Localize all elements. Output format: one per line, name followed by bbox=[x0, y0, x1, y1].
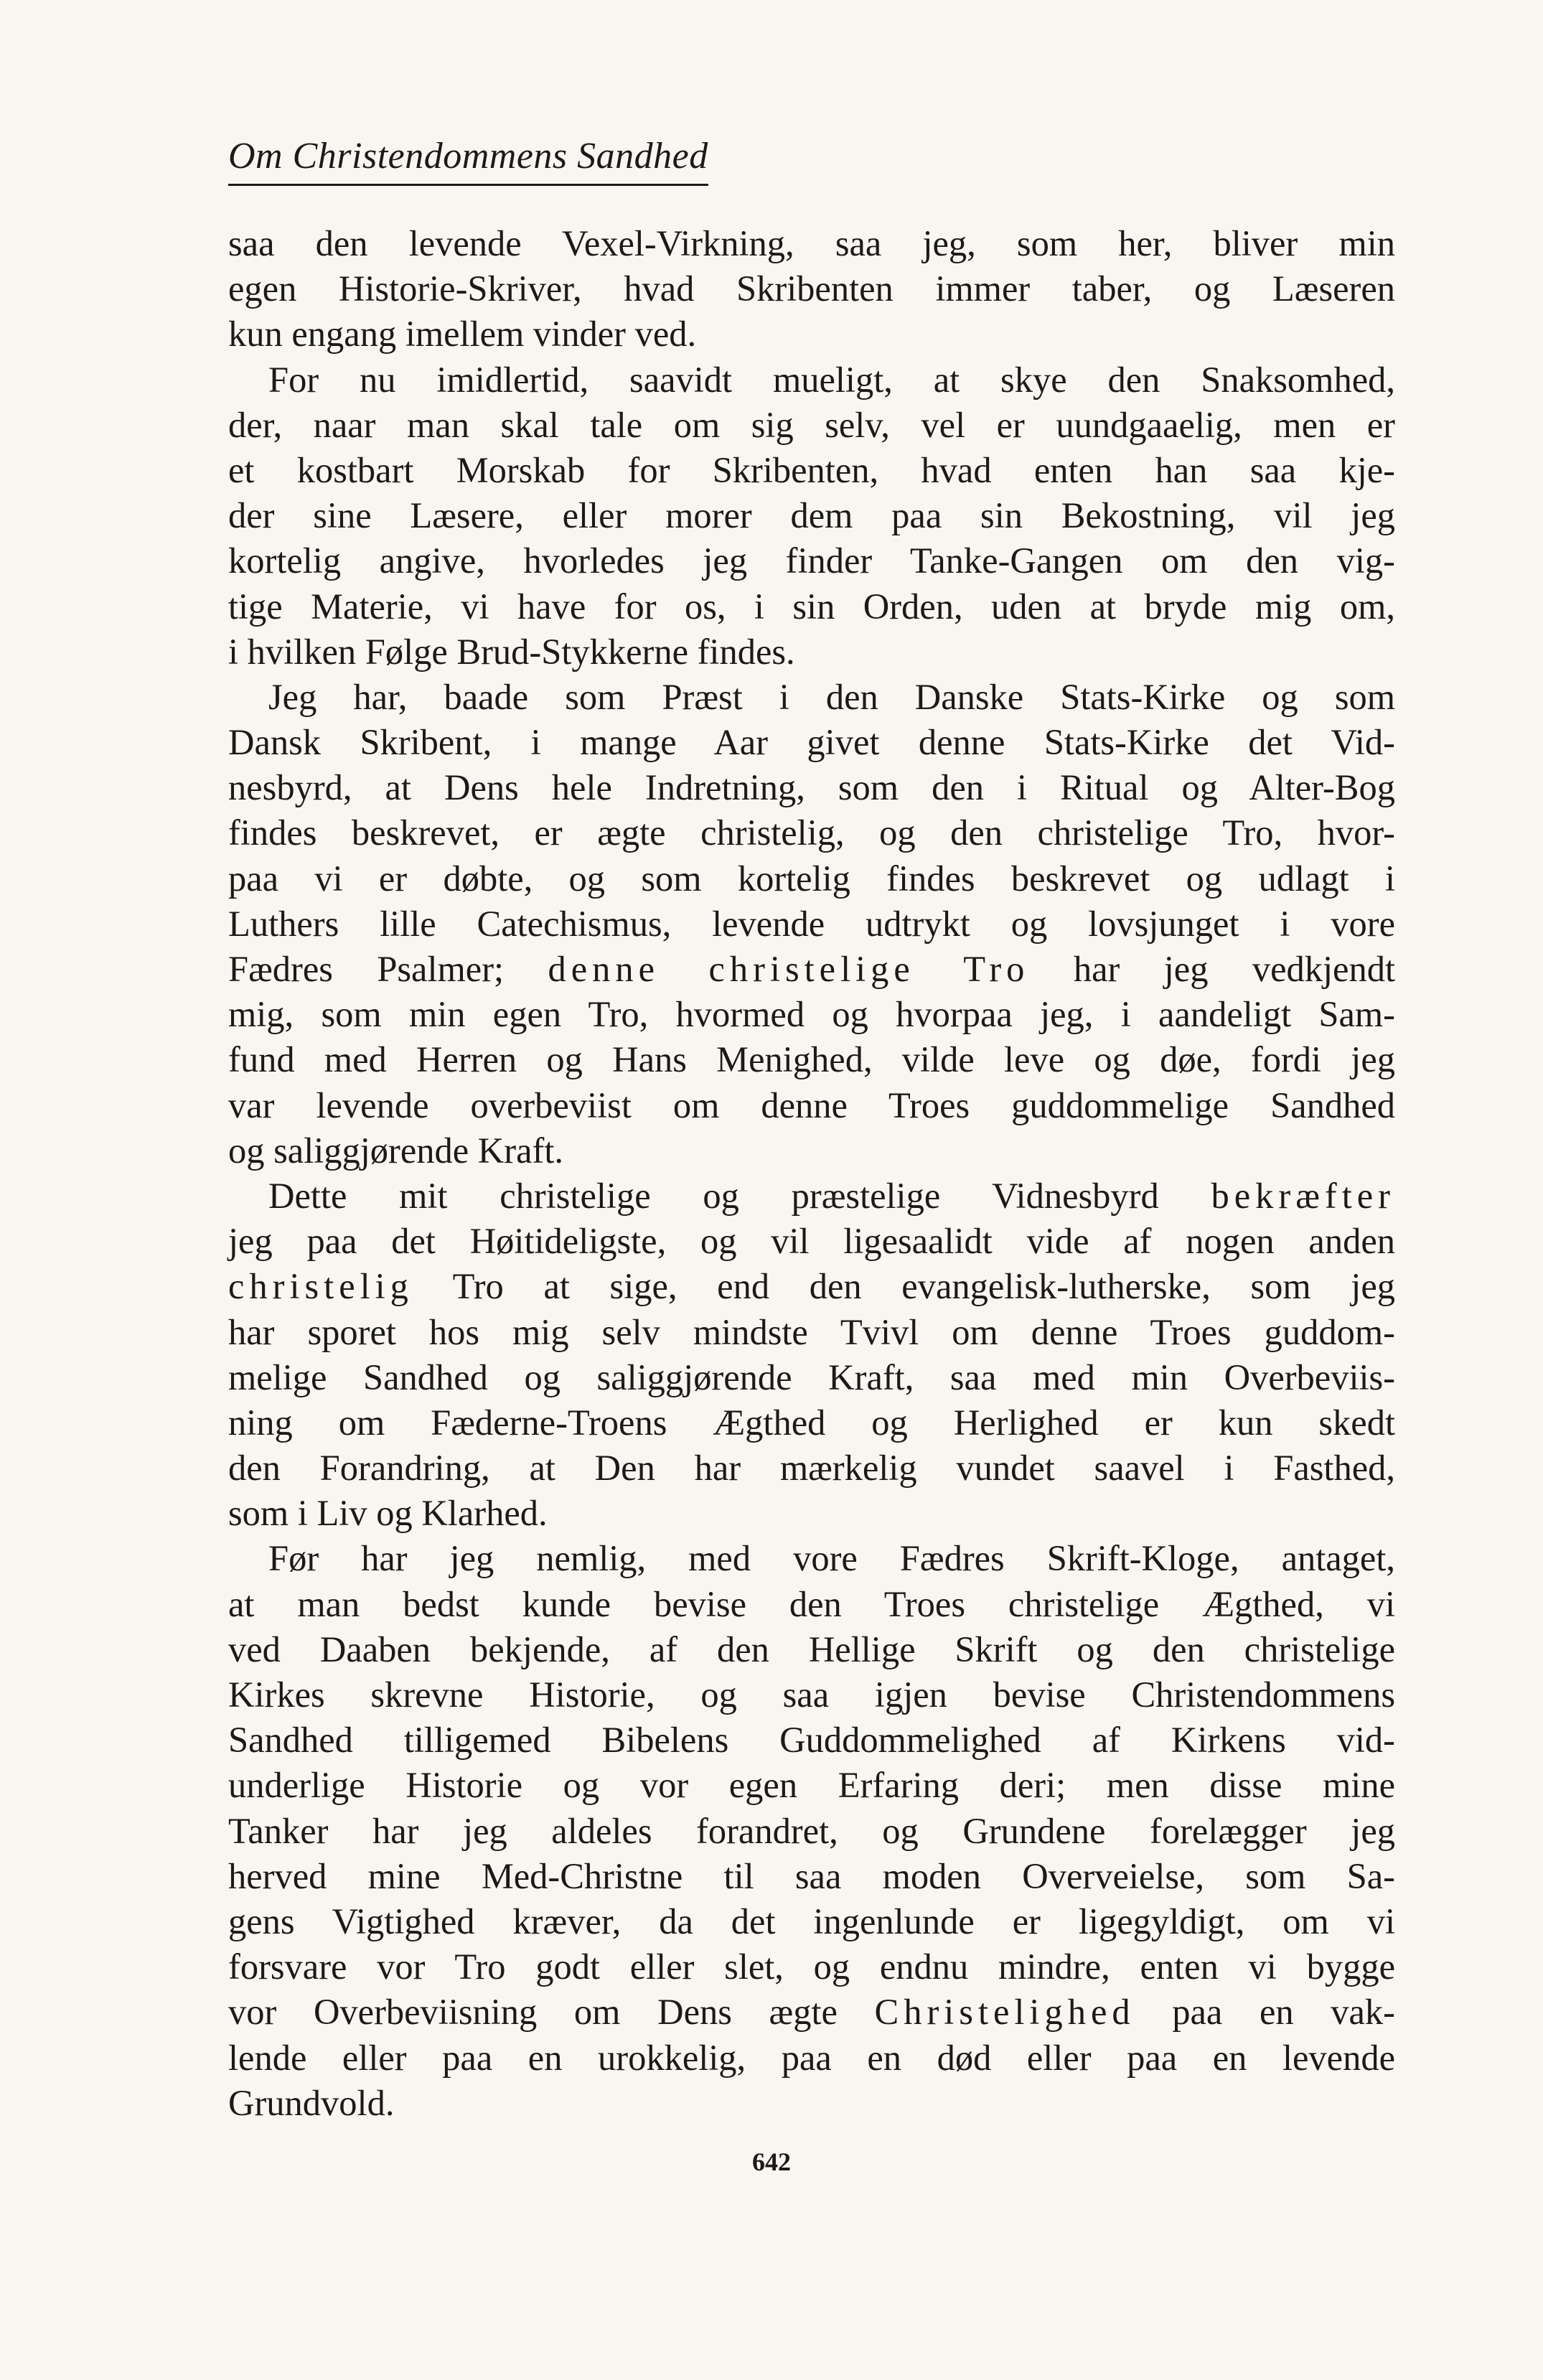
text-line: i hvilken Følge Brud-Stykkerne findes. bbox=[228, 631, 795, 672]
text-line: melige Sandhed og saliggjørende Kraft, saa med min Overbeviis- bbox=[228, 1357, 1395, 1397]
text-line: christelig Tro at sige, end den evangelisk-lutherske, som jeg bbox=[228, 1266, 1395, 1307]
text-line: egen Historie-Skriver, hvad Skribenten immer taber, og Læseren bbox=[228, 268, 1395, 309]
text-line: Jeg har, baade som Præst i den Danske Stats-Kirke og som bbox=[268, 676, 1395, 717]
text-line: at man bedst kunde bevise den Troes christelige Ægthed, vi bbox=[228, 1583, 1395, 1624]
text-line: Tanker har jeg aldeles forandret, og Grundene forelægger jeg bbox=[228, 1810, 1395, 1851]
text-line: der, naar man skal tale om sig selv, vel er uundgaaelig, men er bbox=[228, 404, 1395, 445]
text-line: den Forandring, at Den har mærkelig vundet saavel i Fasthed, bbox=[228, 1448, 1395, 1489]
text-line: Dette mit christelige og præstelige Vidnesbyrd bekræfter bbox=[268, 1175, 1395, 1216]
text-line: gens Vigtighed kræver, da det ingenlunde er ligegyldigt, om vi bbox=[228, 1901, 1395, 1941]
text-line: herved mine Med-Christne til saa moden Overveielse, som Sa- bbox=[228, 1855, 1395, 1896]
text-line: Dansk Skribent, i mange Aar givet denne Stats-Kirke det Vid- bbox=[228, 722, 1395, 763]
text-line: jeg paa det Høitideligste, og vil ligesaalidt vide af nogen anden bbox=[228, 1221, 1395, 1262]
text-line: Før har jeg nemlig, med vore Fædres Skrift-Kloge, antaget, bbox=[268, 1538, 1395, 1579]
text-line: fund med Herren og Hans Menighed, vilde leve og døe, fordi jeg bbox=[228, 1039, 1395, 1080]
text-line: ved Daaben bekjende, af den Hellige Skrift og den christelige bbox=[228, 1629, 1395, 1669]
text-line: nesbyrd, at Dens hele Indretning, som den i Ritual og Alter-Bog bbox=[228, 767, 1395, 808]
text-line: som i Liv og Klarhed. bbox=[228, 1493, 548, 1534]
emphasized-word: denne christelige Tro bbox=[548, 949, 1030, 989]
emphasized-word: Christelighed bbox=[874, 1992, 1135, 2033]
text-line: ning om Fæderne-Troens Ægthed og Herlighed er kun skedt bbox=[228, 1402, 1395, 1443]
text-line: underlige Historie og vor egen Erfaring deri; men disse mine bbox=[228, 1765, 1395, 1806]
text-line: forsvare vor Tro godt eller slet, og endnu mindre, enten vi bygge bbox=[228, 1946, 1395, 1987]
text-line: mig, som min egen Tro, hvormed og hvorpaa jeg, i aandeligt Sam- bbox=[228, 994, 1395, 1035]
emphasized-word: christelig bbox=[228, 1266, 413, 1307]
text-line: og saliggjørende Kraft. bbox=[228, 1130, 563, 1171]
text-line: findes beskrevet, er ægte christelig, og den christelige Tro, hvor- bbox=[228, 812, 1395, 853]
text-line: For nu imidlertid, saavidt mueligt, at skye den Snaksomhed, bbox=[268, 359, 1395, 400]
text-line: Fædres Psalmer; denne christelige Tro har jeg vedkjendt bbox=[228, 949, 1395, 989]
text-line: saa den levende Vexel-Virkning, saa jeg, som her, bliver min bbox=[228, 223, 1395, 263]
text-line: et kostbart Morskab for Skribenten, hvad enten han saa kje- bbox=[228, 449, 1395, 490]
text-line: kun engang imellem vinder ved. bbox=[228, 314, 697, 355]
text-line: kortelig angive, hvorledes jeg finder Tanke-Gangen om den vig- bbox=[228, 540, 1395, 581]
text-line: lende eller paa en urokkelig, paa en død eller paa en levende bbox=[228, 2037, 1395, 2078]
text-line: der sine Læsere, eller morer dem paa sin Bekostning, vil jeg bbox=[228, 495, 1395, 536]
text-line: vor Overbeviisning om Dens ægte Christelighed paa en vak- bbox=[228, 1992, 1395, 2033]
text-line: Sandhed tilligemed Bibelens Guddommelighed af Kirkens vid- bbox=[228, 1720, 1395, 1761]
text-line: har sporet hos mig selv mindste Tvivl om denne Troes guddom- bbox=[228, 1311, 1395, 1352]
emphasized-word: bekræfter bbox=[1211, 1175, 1395, 1216]
text-line: Kirkes skrevne Historie, og saa igjen bevise Christendommens bbox=[228, 1674, 1395, 1715]
page-number: 642 bbox=[752, 2147, 791, 2176]
body-text bbox=[228, 221, 1395, 2126]
text-line: paa vi er døbte, og som kortelig findes beskrevet og udlagt i bbox=[228, 858, 1395, 899]
text-line: var levende overbeviist om denne Troes guddommelige Sandhed bbox=[228, 1084, 1395, 1125]
text-line: Grundvold. bbox=[228, 2082, 395, 2123]
running-header: Om Christendommens Sandhed bbox=[228, 135, 708, 186]
text-line: Luthers lille Catechismus, levende udtrykt og lovsjunget i vore bbox=[228, 903, 1395, 944]
text-line: tige Materie, vi have for os, i sin Orden, uden at bryde mig om, bbox=[228, 586, 1395, 627]
